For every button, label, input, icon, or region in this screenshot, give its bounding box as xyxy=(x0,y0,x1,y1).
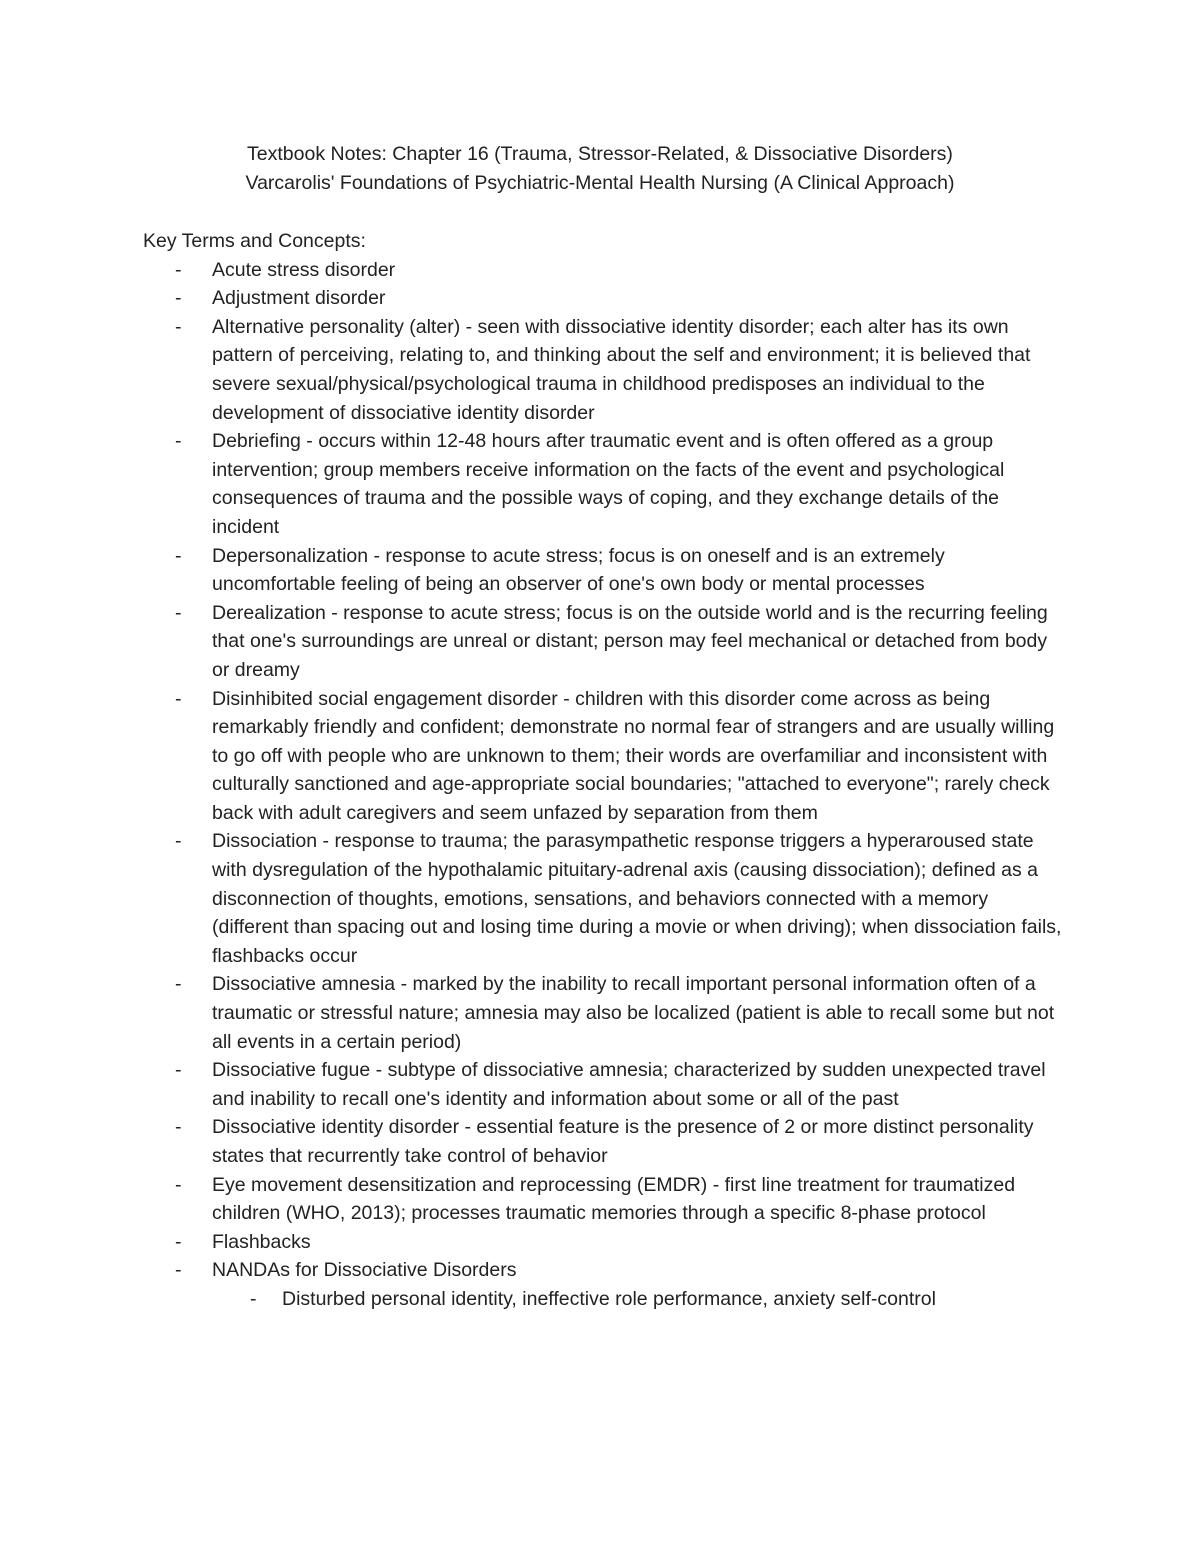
list-item xyxy=(143,542,1063,599)
list-item xyxy=(143,1256,1063,1313)
bullet-dash: - xyxy=(175,973,182,996)
sub-term-text: Disturbed personal identity, ineffective role performance, anxiety self-control xyxy=(282,1287,936,1310)
term-text: Acute stress disorder xyxy=(212,258,396,281)
bullet-dash: - xyxy=(175,287,182,310)
bullet-dash: - xyxy=(175,544,182,567)
list-item xyxy=(143,256,1063,285)
term-text: Disinhibited social engagement disorder - children with this disorder come across as being remarkably friendly and confident; demonstrate no normal fear of strangers and are usually willing to go off with people who are unknown to them; their words are overfamiliar and inconsistent with culturally sanctioned and age-appropriate social boundaries; "attached to everyone"; rarely check back with adult caregivers and seem unfazed by separation from them xyxy=(212,687,1055,824)
document-subtitle: Varcarolis' Foundations of Psychiatric-Mental Health Nursing (A Clinical Approach) xyxy=(245,172,955,194)
bullet-dash: - xyxy=(175,1230,182,1253)
term-text: NANDAs for Dissociative Disorders xyxy=(212,1259,517,1282)
list-item xyxy=(143,1113,1063,1170)
bullet-dash: - xyxy=(175,1059,182,1082)
document-title: Textbook Notes: Chapter 16 (Trauma, Stressor-Related, & Dissociative Disorders) xyxy=(247,143,953,165)
list-item xyxy=(143,599,1063,685)
list-item xyxy=(143,1171,1063,1228)
bullet-dash: - xyxy=(175,430,182,453)
bullet-dash: - xyxy=(175,1259,182,1282)
term-text: Depersonalization - response to acute stress; focus is on oneself and is an extremely uncomfortable feeling of being an observer of one's own body or mental processes xyxy=(212,544,945,596)
bullet-dash: - xyxy=(175,315,182,338)
bullet-dash: - xyxy=(175,1173,182,1196)
nanda-sublist xyxy=(212,1285,1063,1314)
term-text: Derealization - response to acute stress; focus is on the outside world and is the recurring feeling that one's surroundings are unreal or distant; person may feel mechanical or detached from body or dreamy xyxy=(212,601,1048,681)
bullet-dash: - xyxy=(175,258,182,281)
document-title-block xyxy=(0,140,1200,198)
term-text: Eye movement desensitization and reprocessing (EMDR) - first line treatment for traumatized children (WHO, 2013); processes traumatic memories through a specific 8-phase protocol xyxy=(212,1173,1016,1225)
list-item xyxy=(143,427,1063,541)
section-heading: Key Terms and Concepts: xyxy=(143,230,366,252)
notes-content xyxy=(143,227,1063,1314)
term-text: Dissociative amnesia - marked by the inability to recall important personal information often of a traumatic or stressful nature; amnesia may also be localized (patient is able to recall some but not all events in a certain period) xyxy=(212,973,1055,1053)
list-item xyxy=(143,970,1063,1056)
term-text: Adjustment disorder xyxy=(212,287,386,310)
list-item xyxy=(143,284,1063,313)
list-item xyxy=(143,1228,1063,1257)
list-item xyxy=(143,827,1063,970)
list-item xyxy=(143,1056,1063,1113)
key-terms-list xyxy=(143,256,1063,1314)
bullet-dash: - xyxy=(175,601,182,624)
term-text: Dissociative identity disorder - essential feature is the presence of 2 or more distinct personality states that recurrently take control of behavior xyxy=(212,1116,1034,1167)
term-text: Dissociation - response to trauma; the parasympathetic response triggers a hyperaroused state with dysregulation of the hypothalamic pituitary-adrenal axis (causing dissociation); defined as a disconnection of thoughts, emotions, sensations, and behaviors connected with a memory (different than spacing out and losing time during a movie or when driving); when dissociation fails, flashbacks occur xyxy=(212,830,1062,967)
bullet-dash: - xyxy=(175,687,182,710)
term-text: Dissociative fugue - subtype of dissociative amnesia; characterized by sudden unexpected travel and inability to recall one's identity and information about some or all of the past xyxy=(212,1059,1046,1110)
bullet-dash: - xyxy=(175,830,182,853)
term-text: Alternative personality (alter) - seen with dissociative identity disorder; each alter has its own pattern of perceiving, relating to, and thinking about the self and environment; it is believed that severe sexual/physical/psychological trauma in childhood predisposes an individual to the development of dissociative identity disorder xyxy=(212,315,1031,424)
list-item xyxy=(143,313,1063,427)
term-text: Debriefing - occurs within 12-48 hours after traumatic event and is often offered as a group intervention; group members receive information on the facts of the event and psychological consequences of trauma and the possible ways of coping, and they exchange details of the incident xyxy=(212,430,1005,538)
list-item xyxy=(143,685,1063,828)
bullet-dash: - xyxy=(250,1287,257,1310)
sub-list-item xyxy=(212,1285,1063,1314)
bullet-dash: - xyxy=(175,1116,182,1139)
term-text: Flashbacks xyxy=(212,1230,311,1253)
